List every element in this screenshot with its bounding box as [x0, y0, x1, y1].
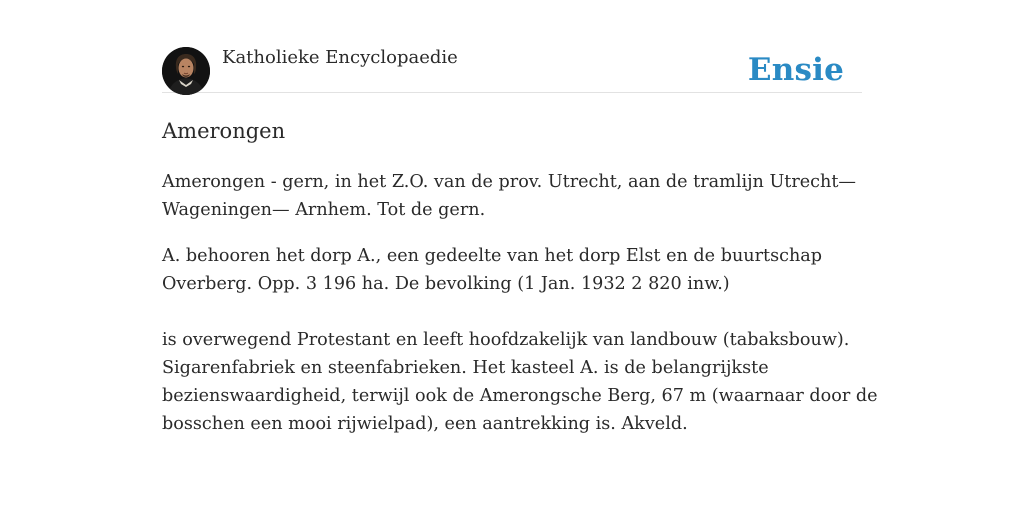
text-line: bezienswaardigheid, terwijl ook de Amerongsche Berg, 67 m (waarnaar door de	[162, 386, 878, 406]
brand-logo[interactable]: Ensie	[747, 52, 844, 88]
article-title: Amerongen	[162, 119, 286, 143]
text-line: is overwegend Protestant en leeft hoofdzakelijk van landbouw (tabaksbouw).	[162, 330, 850, 350]
text-line: Overberg. Opp. 3 196 ha. De bevolking (1 Jan. 1932 2 820 inw.)	[162, 274, 730, 294]
article-paragraph	[162, 168, 857, 242]
text-line: Wageningen— Arnhem. Tot de gern.	[162, 200, 486, 220]
text-line: bosschen een mooi rijwielpad), een aantrekking is. Akveld.	[162, 414, 688, 434]
source-title[interactable]: Katholieke Encyclopaedie	[222, 47, 458, 68]
portrait-icon	[162, 47, 210, 95]
article-paragraph	[162, 242, 852, 326]
text-line: A. behooren het dorp A., een gedeelte van het dorp Elst en de buurtschap	[162, 246, 823, 266]
article-paragraph	[162, 326, 878, 438]
header	[162, 46, 862, 93]
article-body	[162, 168, 878, 438]
portrait-avatar-icon[interactable]	[162, 47, 210, 95]
text-line: Amerongen - gern, in het Z.O. van de prov. Utrecht, aan de tramlijn Utrecht—	[162, 172, 857, 192]
text-line: Sigarenfabriek en steenfabrieken. Het kasteel A. is de belangrijkste	[162, 358, 769, 378]
